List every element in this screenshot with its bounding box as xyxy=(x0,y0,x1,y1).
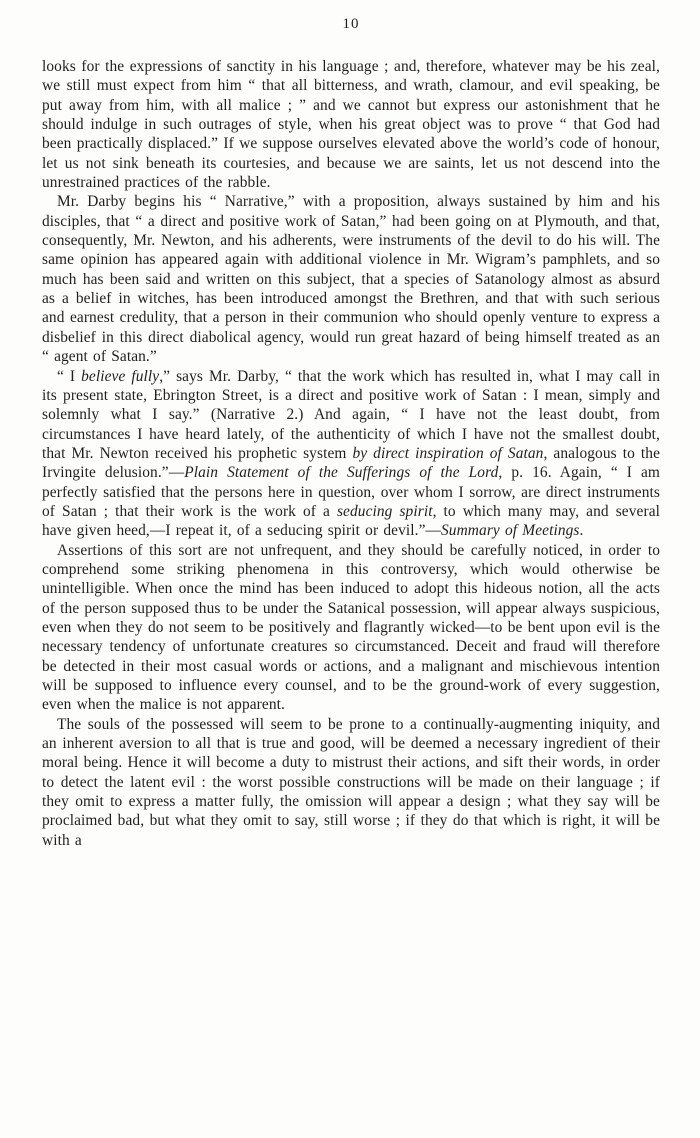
page-number: 10 xyxy=(342,16,360,32)
paragraph-2: Mr. Darby begins his “ Narrative,” with a proposition, always sustained by him and his disciples, that “ a direct and positive work of Satan,” had been going on at Plymouth, and that, consequently, Mr. Newton, and his adherents, were instruments of the devil to do his will. The same opinion has appeared again with additional violence in Mr. Wigram’s pamphlets, and so much has been said and written on this subject, that a species of Satanology almost as absurd as a belief in witches, has been introduced amongst the Brethren, and that with such serious and earnest credulity, that a person in their communion who should openly venture to express a disbelief in this direct diabolical agency, would run great hazard of being himself treated as an “ agent of Satan.” xyxy=(42,193,660,366)
paragraph-5: The souls of the possessed will seem to be prone to a continually-augmenting iniquity, and an inherent aversion to all that is true and good, will be deemed a necessary ingredient of their moral being. Hence it will become a duty to mistrust their actions, and sift their words, in order to detect the latent evil : the worst possible constructions will be made on their language ; if they omit to express a matter fully, the omission will appear a design ; what they say will be proclaimed bad, but what they omit to say, still worse ; if they do that which is right, it will be with a xyxy=(42,715,660,849)
paragraph-1: looks for the expressions of sanctity in his language ; and, therefore, whatever may be his zeal, we still must expect from him “ that all bitterness, and wrath, clamour, and evil speaking, be put away from him, with all malice ; ” and we cannot but express our astonishment that he should indulge in such outrages of style, when his great object was to prove “ that God had been practically displaced.” If we suppose ourselves elevated above the world’s code of honour, let us not sink beneath its courtesies, and because we are saints, let us not descend into the unrestrained practices of the rabble. xyxy=(42,58,660,192)
page-text xyxy=(42,57,660,850)
paragraph-3: “ I believe fully,” says Mr. Darby, “ that the work which has resulted in, what I may call in its present state, Ebrington Street, is a direct and positive work of Satan : I mean, simply and solemnly what I say.” (Narrative 2.) And again, “ I have not the least doubt, from circumstances I have heard lately, of the authenticity of which I have not the smallest doubt, that Mr. Newton received his prophetic system by direct inspiration of Satan, analogous to the Irvingite delusion.”—Plain Statement of the Sufferings of the Lord, p. 16. Again, “ I am perfectly satisfied that the persons here in question, over whom I sorrow, are direct instruments of Satan ; that their work is the work of a seducing spirit, to which many may, and several have given heed,—I repeat it, of a seducing spirit or devil.”—Summary of Meetings. xyxy=(42,367,661,540)
paragraph-4: Assertions of this sort are not unfrequent, and they should be carefully noticed, in order to comprehend some striking phenomena in this controversy, which would otherwise be unintelligible. When once the mind has been induced to adopt this hideous notion, all the acts of the person supposed thus to be under the Satanical possession, will appear always suspicious, even when they do not seem to be positively and flagrantly wicked—to be bent upon evil is the necessary tendency of unfortunate creatures so circumstanced. Deceit and fraud will therefore be detected in their most casual words or actions, and a malignant and mischievous intention will be supposed to influence every counsel, and to be the ground-work of every suggestion, even when the malice is not apparent. xyxy=(42,541,660,714)
